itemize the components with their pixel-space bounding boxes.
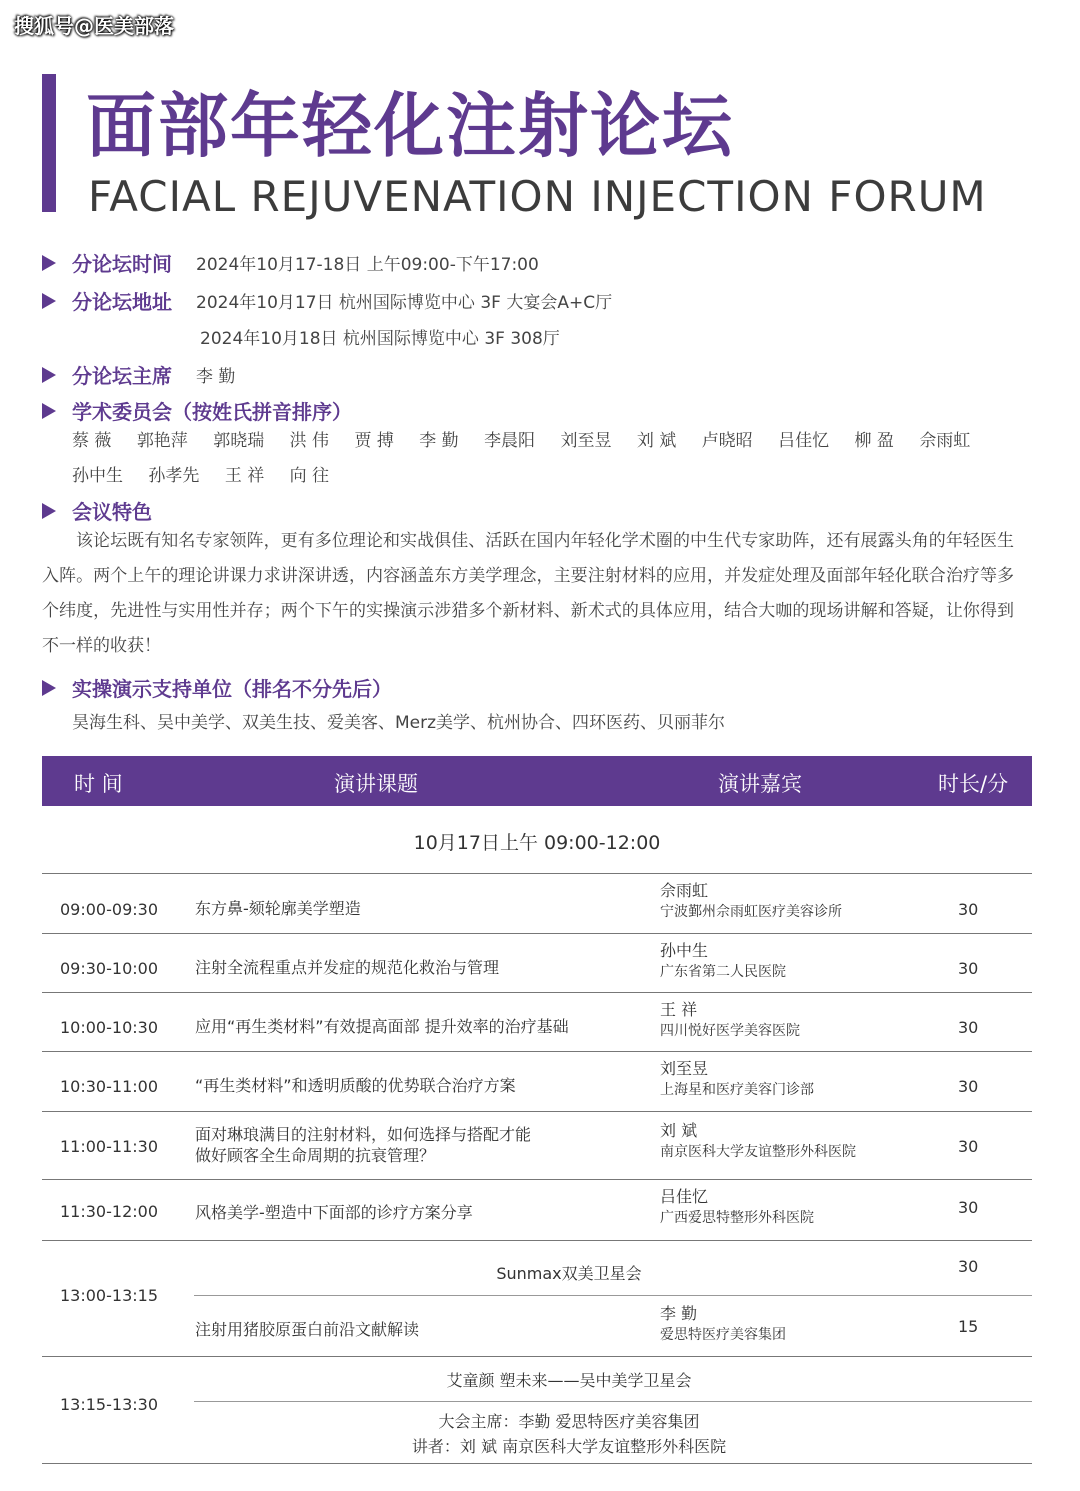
row-time: 09:30-10:00 xyxy=(60,959,158,978)
row-time: 10:00-10:30 xyxy=(60,1018,158,1037)
day-header: 10月17日上午 09:00-12:00 xyxy=(413,832,661,854)
satellite-host: 大会主席：李勤 爱思特医疗美容集团 xyxy=(438,1412,700,1431)
row-time: 10:30-11:00 xyxy=(60,1077,158,1096)
row-speaker xyxy=(660,940,786,982)
row-topic xyxy=(195,1124,531,1166)
committee-member: 刘 斌 xyxy=(636,431,677,451)
committee-member: 郭艳萍 xyxy=(136,431,188,451)
table-row xyxy=(42,1241,1032,1357)
row-duration: 30 xyxy=(958,1137,979,1156)
row-topic-line: 做好顾客全生命周期的抗衰管理？ xyxy=(195,1146,436,1165)
info-committee xyxy=(42,396,376,425)
committee-member: 刘至昱 xyxy=(560,431,612,451)
info-support xyxy=(42,673,416,702)
info-label: 学术委员会（按姓氏拼音排序） xyxy=(72,400,352,424)
watermark: 搜狐号@医美部落 xyxy=(14,14,174,38)
info-feature xyxy=(42,496,176,525)
committee-member: 贾 搏 xyxy=(354,431,394,451)
row-topic: “再生类材料”和透明质酸的优势联合治疗方案 xyxy=(195,1076,516,1095)
row-inner-divider xyxy=(194,1401,1032,1402)
table-row xyxy=(42,874,1032,934)
triangle-bullet-icon xyxy=(42,255,56,271)
committee-member: 洪 伟 xyxy=(289,431,330,451)
row-time: 11:00-11:30 xyxy=(60,1137,158,1156)
speaker-name: 李 勤 xyxy=(660,1304,698,1323)
committee-member: 孙中生 xyxy=(72,466,123,486)
row-topic: 应用“再生类材料”有效提高面部 提升效率的治疗基础 xyxy=(195,1017,569,1036)
info-time xyxy=(42,248,539,277)
triangle-bullet-icon xyxy=(42,503,56,519)
committee-member: 卢晓昭 xyxy=(701,431,753,451)
row-time: 11:30-12:00 xyxy=(60,1202,158,1221)
committee-member: 蔡 薇 xyxy=(72,431,112,451)
header-speaker: 演讲嘉宾 xyxy=(718,772,802,796)
satellite-title: 艾童颜 塑未来——吴中美学卫星会 xyxy=(446,1371,692,1390)
row-time: 09:00-09:30 xyxy=(60,900,158,919)
row-topic-line: 面对琳琅满目的注射材料，如何选择与搭配才能 xyxy=(195,1125,532,1144)
table-row xyxy=(42,934,1032,993)
triangle-bullet-icon xyxy=(42,403,56,419)
info-label: 分论坛主席 xyxy=(72,364,172,388)
row-speaker xyxy=(660,1058,814,1100)
committee-member: 李晨阳 xyxy=(484,431,536,451)
row-duration: 15 xyxy=(958,1317,979,1336)
info-label: 分论坛地址 xyxy=(72,290,172,314)
row-speaker xyxy=(660,880,842,922)
row-topic: 注射用猪胶原蛋白前沿文献解读 xyxy=(195,1320,420,1339)
committee-member: 吕佳忆 xyxy=(778,431,830,451)
row-topic: 注射全流程重点并发症的规范化救治与管理 xyxy=(195,958,500,977)
speaker-org: 广东省第二人民医院 xyxy=(660,964,786,980)
schedule-table-header xyxy=(42,756,1032,806)
info-venue-2: 2024年10月18日 杭州国际博览中心 3F 308厅 xyxy=(200,329,560,349)
info-venue xyxy=(42,286,612,315)
table-row xyxy=(42,993,1032,1052)
feature-description: 该论坛既有知名专家领阵，更有多位理论和实战俱佳、活跃在国内年轻化学术圈的中生代专家助阵，还有展露头角的年轻医生入阵。两个上午的理论讲课力求讲深讲透，内容涵盖东方美学理念，主要注射材料的应用，并发症处理及面部年轻化联合治疗等多个纬度，先进性与实用性并存；两个下午的实操演示涉猎多个新材料、新术式的具体应用，结合大咖的现场讲解和答疑，让你得到不一样的收获！ xyxy=(42,531,1014,656)
committee-member: 孙孝先 xyxy=(148,466,200,486)
info-label: 会议特色 xyxy=(72,500,152,524)
speaker-name: 吕佳忆 xyxy=(660,1187,709,1206)
committee-members xyxy=(72,426,1012,496)
speaker-org: 南京医科大学友谊整形外科医院 xyxy=(660,1144,856,1160)
row-topic: 东方鼻-颏轮廓美学塑造 xyxy=(195,899,361,918)
row-speaker xyxy=(660,999,800,1041)
committee-member: 柳 盈 xyxy=(854,431,894,451)
committee-member: 李 勤 xyxy=(419,431,459,451)
satellite-title: Sunmax双美卫星会 xyxy=(496,1264,642,1283)
committee-member: 郭晓瑞 xyxy=(213,431,265,451)
row-duration: 30 xyxy=(958,1257,979,1276)
speaker-name: 刘至昱 xyxy=(660,1059,709,1078)
title-accent-bar xyxy=(42,74,56,212)
row-speaker xyxy=(660,1120,856,1162)
committee-member: 佘雨虹 xyxy=(919,431,971,451)
info-label: 分论坛时间 xyxy=(72,252,172,276)
speaker-name: 佘雨虹 xyxy=(660,881,709,900)
triangle-bullet-icon xyxy=(42,293,56,309)
triangle-bullet-icon xyxy=(42,367,56,383)
committee-member: 向 往 xyxy=(289,466,330,486)
header-topic: 演讲课题 xyxy=(334,772,418,796)
table-row xyxy=(42,1180,1032,1241)
row-duration: 30 xyxy=(958,1018,979,1037)
row-duration: 30 xyxy=(958,1198,979,1217)
speaker-name: 孙中生 xyxy=(660,941,709,960)
page-subtitle: FACIAL REJUVENATION INJECTION FORUM xyxy=(88,172,987,221)
table-row xyxy=(42,1357,1032,1464)
speaker-org: 上海星和医疗美容门诊部 xyxy=(660,1082,814,1098)
speaker-org: 广西爱思特整形外科医院 xyxy=(660,1210,814,1226)
speaker-name: 王 祥 xyxy=(660,1000,698,1019)
speaker-org: 爱思特医疗美容集团 xyxy=(660,1327,786,1343)
info-value: 李 勤 xyxy=(196,367,236,387)
info-chair xyxy=(42,360,235,389)
speaker-org: 宁波鄞州佘雨虹医疗美容诊所 xyxy=(660,904,842,920)
header-duration: 时长/分 xyxy=(938,772,1009,796)
info-value: 2024年10月17-18日 上午09:00-下午17:00 xyxy=(196,255,539,275)
satellite-lecturer: 讲者：刘 斌 南京医科大学友谊整形外科医院 xyxy=(411,1437,727,1456)
header-time: 时 间 xyxy=(74,772,123,796)
info-label: 实操演示支持单位（排名不分先后） xyxy=(72,677,392,701)
table-row xyxy=(42,1052,1032,1112)
speaker-org: 四川悦好医学美容医院 xyxy=(660,1023,800,1039)
row-duration: 30 xyxy=(958,959,979,978)
row-topic: 风格美学-塑造中下面部的诊疗方案分享 xyxy=(195,1203,473,1222)
row-speaker xyxy=(660,1303,786,1345)
info-value: 2024年10月17日 杭州国际博览中心 3F 大宴会A+C厅 xyxy=(196,293,613,313)
row-speaker xyxy=(660,1186,814,1228)
row-time: 13:00-13:15 xyxy=(60,1286,158,1305)
table-row xyxy=(42,1112,1032,1180)
support-units: 昊海生科、吴中美学、双美生技、爱美客、Merz美学、杭州协合、四环医药、贝丽菲尔 xyxy=(72,713,726,733)
triangle-bullet-icon xyxy=(42,680,56,696)
row-duration: 30 xyxy=(958,1077,979,1096)
row-inner-divider xyxy=(194,1295,1032,1296)
page-title: 面部年轻化注射论坛 xyxy=(86,85,734,167)
row-duration: 30 xyxy=(958,900,979,919)
committee-member: 王 祥 xyxy=(224,466,265,486)
speaker-name: 刘 斌 xyxy=(660,1121,698,1140)
row-time: 13:15-13:30 xyxy=(60,1395,158,1414)
